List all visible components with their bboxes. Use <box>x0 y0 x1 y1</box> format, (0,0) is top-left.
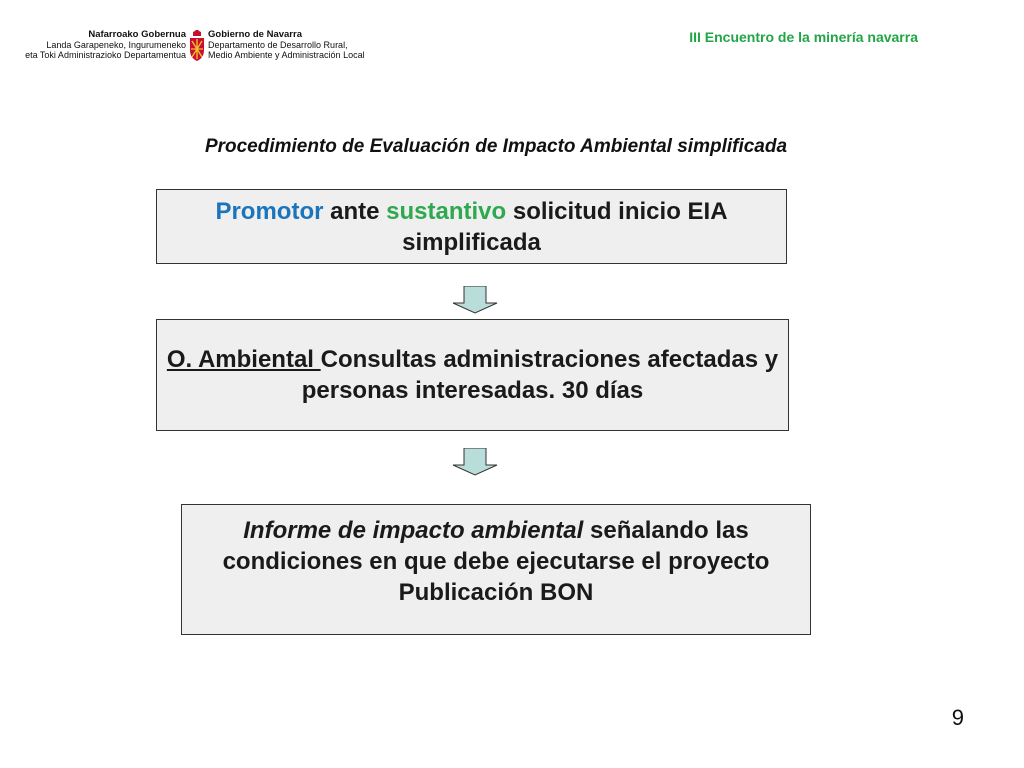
logo-left-line1: Landa Garapeneko, Ingurumeneko <box>46 40 186 50</box>
navarra-shield-icon <box>189 30 205 62</box>
report-rest: señalando las condiciones en que debe ejecutarse el proyecto <box>222 517 770 575</box>
event-title: III Encuentro de la minería navarra <box>689 29 918 45</box>
ante-label: ante <box>323 197 387 225</box>
logo-right-line1: Departamento de Desarrollo Rural, <box>208 40 348 50</box>
request-rest-label: solicitud inicio EIA simplificada <box>402 197 728 256</box>
step-box-consultations <box>156 319 789 431</box>
oambiental-label: O. Ambiental <box>166 346 321 373</box>
consultations-label: Consultas administraciones afectadas y personas interesadas. 30 días <box>301 346 779 404</box>
step-box-request-text <box>157 196 786 258</box>
page-number: 9 <box>951 705 964 730</box>
slide-heading: Procedimiento de Evaluación de Impacto Ambiental simplificada <box>204 136 788 157</box>
step-box-report-text <box>182 515 810 608</box>
flow-arrow-down-icon <box>452 286 498 314</box>
logo-left-org: Nafarroako Gobernua <box>88 29 186 40</box>
logo-right-org: Gobierno de Navarra <box>208 29 302 40</box>
flow-arrow-down-icon <box>452 448 498 476</box>
promotor-label: Promotor <box>215 197 324 225</box>
publication-label: Publicación BON <box>398 579 594 606</box>
logo-right-line2: Medio Ambiente y Administración Local <box>208 50 365 60</box>
header-logos <box>18 30 363 70</box>
step-box-report <box>181 504 811 635</box>
logo-basque-text <box>18 30 186 60</box>
logo-spanish-text <box>208 30 368 60</box>
logo-left-line2: eta Toki Administrazioko Departamentua <box>25 50 186 60</box>
step-box-request <box>156 189 787 264</box>
sustantivo-label: sustantivo <box>386 197 507 225</box>
report-title: Informe de impacto ambiental <box>243 517 584 544</box>
step-box-consultations-text <box>157 344 788 406</box>
